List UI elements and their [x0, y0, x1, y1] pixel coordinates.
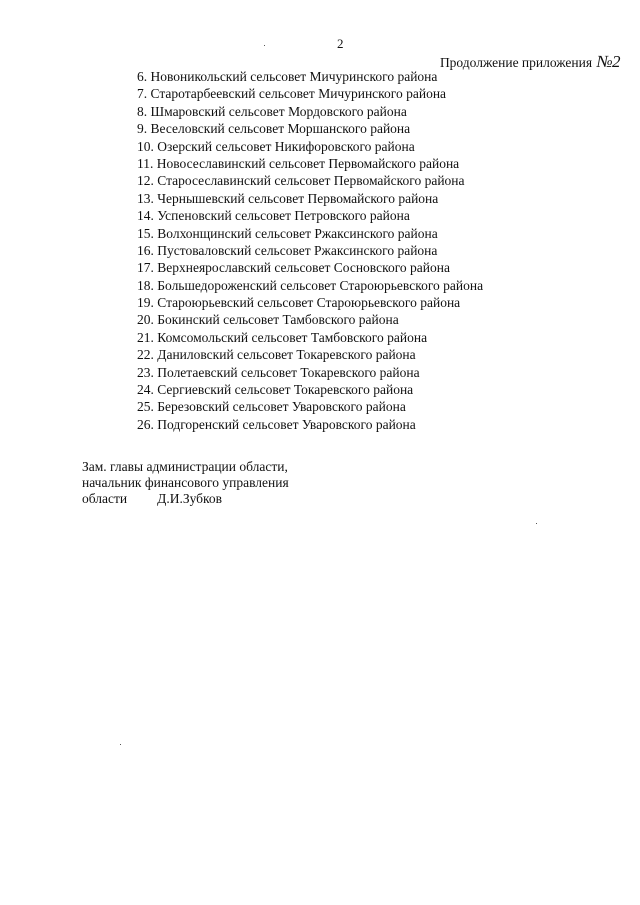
district-list — [137, 68, 483, 433]
page-number: 2 — [337, 36, 344, 51]
signature-position-line: Зам. главы администрации области, — [82, 459, 288, 474]
district-item: 21. Комсомольский сельсовет Тамбовского района — [137, 329, 428, 345]
signature-position-label: области — [82, 491, 128, 506]
continuation-label: Продолжение приложения — [439, 55, 593, 70]
district-item: 16. Пустоваловский сельсовет Ржаксинского района — [137, 242, 438, 258]
district-item: 13. Чернышевский сельсовет Первомайского района — [137, 190, 439, 206]
scan-speck — [120, 744, 121, 745]
district-item: 17. Верхнеярославский сельсовет Сосновского района — [137, 260, 450, 276]
district-item: 15. Волхонщинский сельсовет Ржаксинского района — [137, 225, 438, 241]
district-item: 19. Староюрьевский сельсовет Староюрьевского района — [137, 295, 461, 311]
signature-name-line — [82, 491, 289, 507]
district-item: 10. Озерский сельсовет Никифоровского района — [137, 138, 415, 154]
district-item: 25. Березовский сельсовет Уваровского района — [137, 399, 406, 415]
district-item: 12. Старосеславинский сельсовет Первомайского района — [137, 173, 465, 189]
signature-block — [82, 459, 289, 507]
district-item: 20. Бокинский сельсовет Тамбовского района — [137, 312, 399, 328]
district-item: 18. Большедороженский сельсовет Староюрьевского района — [137, 277, 484, 293]
district-item: 26. Подгоренский сельсовет Уваровского района — [137, 416, 416, 432]
district-item: 14. Успеновский сельсовет Петровского района — [137, 208, 410, 224]
district-item: 24. Сергиевский сельсовет Токаревского района — [137, 382, 414, 398]
district-item: 7. Старотарбеевский сельсовет Мичуринского района — [137, 86, 447, 102]
signatory-name: Д.И.Зубков — [157, 491, 223, 506]
district-item: 11. Новосеславинский сельсовет Первомайского района — [137, 155, 460, 171]
district-item: 8. Шмаровский сельсовет Мордовского района — [137, 103, 407, 119]
signature-position-line: начальник финансового управления — [82, 475, 289, 490]
district-item: 9. Веселовский сельсовет Моршанского района — [137, 121, 411, 137]
district-item: 23. Полетаевский сельсовет Токаревского района — [137, 364, 420, 380]
scan-speck — [536, 523, 537, 524]
scan-speck — [264, 45, 265, 46]
district-item: 22. Даниловский сельсовет Токаревского района — [137, 347, 416, 363]
district-item: 6. Новоникольский сельсовет Мичуринского района — [137, 69, 438, 84]
appendix-number: №2 — [596, 52, 620, 71]
